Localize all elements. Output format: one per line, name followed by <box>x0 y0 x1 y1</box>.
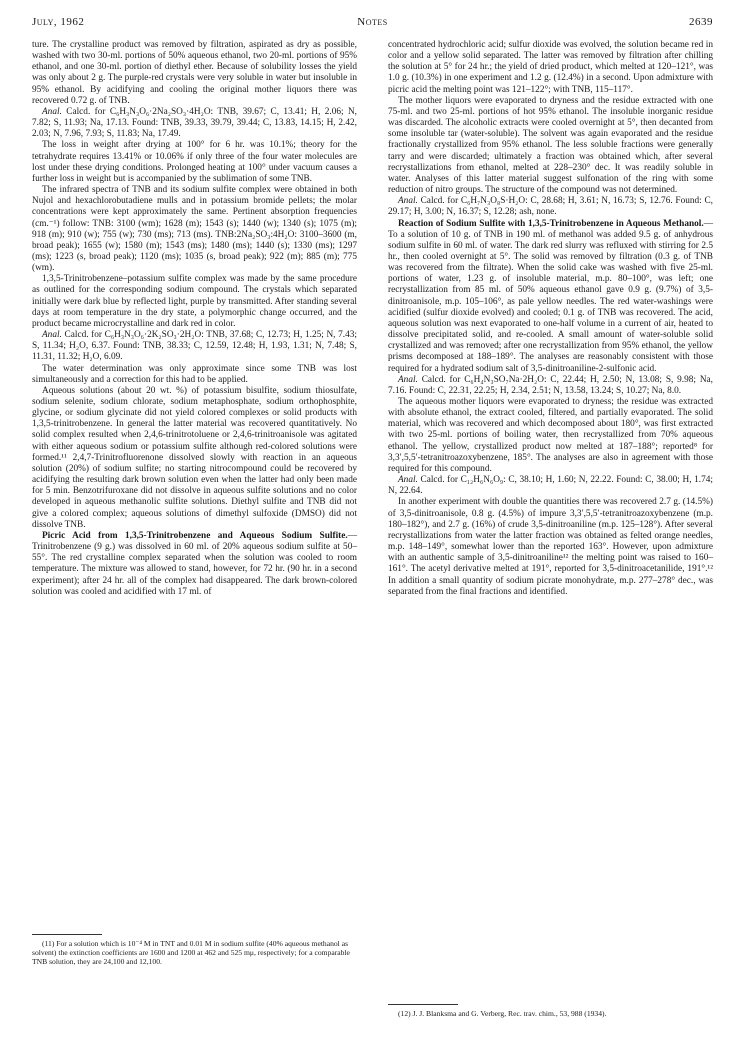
analysis-text: Calcd. for C₆H₃N₃O₆·2Na₂SO₃·4H₂O: TNB, 39.67; C, 13.41; H, 2.06; N, 7.82; S, 11.93; Na, 17.13. Found: TNB, 39.33, 39.79, 39.44; C, 13.83, 14.15; H, 2.42, 2.03; N, 7.96, 7.93; S, 11.83; Na, 17.49. <box>32 106 357 140</box>
section-heading: Reaction of Sodium Sulfite with 1,3,5-Trinitrobenzene in Aqueous Methanol. <box>398 218 704 229</box>
footnote-rule <box>388 1004 458 1005</box>
analysis-text: Calcd. for C₆H₃N₃O₆·2K₂SO₃·2H₂O: TNB, 37.68; C, 12.73; H, 1.25; N, 7.43; S, 11.34; H₂O, 6.37. Found: TNB, 38.33; C, 12.59, 12.48; H, 1.93, 1.31; N, 7.48; S, 11.31, 11.32; H₂O, 6.09. <box>32 330 357 363</box>
analysis-label: Anal. <box>398 196 418 207</box>
running-header <box>32 16 713 34</box>
body-paragraph: The aqueous mother liquors were evaporated to dryness; the residue was extracted with absolute ethanol, the extract cooled, filtered, and partially evaporated. The solid material, which was recovered and which decomposed about 180°, was first extracted with two 25-ml. portions of boiling water, then recrystallized from 70% aqueous ethanol. The yellow, crystallized product now melted at 187–188°; reported⁸ for 3,3′,5,5′-tetranitroazoxybenzene, 185°. The analyses are also in agreement with those required for this compound. <box>388 397 713 474</box>
body-paragraph: The loss in weight after drying at 100° for 6 hr. was 10.1%; theory for the tetrahydrate requires 13.41% or 10.06% if only three of the four water molecules are lost under these drying conditions. Prolonged heating at 100° under vacuum causes a further loss in weight but is accompanied by the sublimation of some TNB. <box>32 140 357 184</box>
right-footnote-area <box>388 996 713 1018</box>
body-paragraph: 1,3,5-Trinitrobenzene–potassium sulfite complex was made by the same procedure as outlined for the corresponding sodium compound. The crystals which separated initially were dark blue by reflected light, purple by transmitted. After standing several days at room temperature in the dry state, a polymorphic change occurred, and the product became microcrystalline and dark red in color. <box>32 274 357 329</box>
right-column <box>388 40 713 598</box>
footnote-rule <box>32 934 102 935</box>
analysis-label: Anal. <box>398 475 418 486</box>
footnote-11: (11) For a solution which is 10⁻⁴ M in TNT and 0.01 M in sodium sulfite (40% aqueous methanol as solvent) the extinction coefficients are 1600 and 1200 at 462 and 525 mμ, respectively; for a comparable TNB solution, they are 24,100 and 12,100. <box>32 939 350 967</box>
analysis-paragraph <box>32 330 357 363</box>
body-paragraph: concentrated hydrochloric acid; sulfur dioxide was evolved, the solution became red in color and a yellow solid separated. The latter was removed by filtration after chilling the solution at 5° for 24 hr.; the yield of dried product, which melted at 120–121°, was 1.0 g. (10.3%) in one experiment and 1.2 g. (12.4%) in a second. Upon admixture with picric acid the melting point was 121–122°; with TNB, 115–117°. <box>388 40 713 95</box>
analysis-label: Anal. <box>398 374 418 385</box>
analysis-paragraph <box>32 107 357 140</box>
section-paragraph <box>388 219 713 375</box>
analysis-text: Calcd. for C₆H₄N₃SO₇Na·2H₂O: C, 22.44; H, 2.50; N, 13.08; S, 9.98; Na, 7.16. Found: C, 22.31, 22.25; H, 2.34, 2.51; N, 13.58, 13.24; S, 10.27; Na, 8.0. <box>388 374 713 396</box>
section-heading: Picric Acid from 1,3,5-Trinitrobenzene and Aqueous Sodium Sulfite. <box>42 530 348 541</box>
analysis-text: Calcd. for C₆H₇N₃O₈S·H₂O: C, 28.68; H, 3.61; N, 16.73; S, 12.76. Found: C, 29.17; H, 3.00; N, 16.37; S, 12.28; ash, none. <box>388 196 713 218</box>
analysis-paragraph <box>388 375 713 397</box>
header-date: July, 1962 <box>32 16 85 28</box>
body-paragraph: In another experiment with double the quantities there was recovered 2.7 g. (14.5%) of 3,5-dinitroanisole, 0.8 g. (4.5%) of impure 3,3′,5,5′-tetranitroazoxybenzene (m.p. 180–182°), and 2.7 g. (16%) of crude 3,5-dinitroaniline (m.p. 125–128°). After several recrystallizations from water the latter fraction was obtained as felted orange needles, m.p. 148–149°, somewhat lower than the reported 163°. However, upon admixture with an authentic sample of 3,5-dinitroaniline¹² the melting point was raised to 160–161°. The acetyl derivative melted at 191°, reported for 3,5-dinitroacetanilide, 191°.¹² In addition a small quantity of sodium picrate monohydrate, m.p. 277–278° dec., was separated from the final fractions and identified. <box>388 497 713 597</box>
body-paragraph: Aqueous solutions (about 20 wt. %) of potassium bisulfite, sodium thiosulfate, sodium selenite, sodium chlorate, sodium metaphosphate, sodium orthophosphite, glycine, or sodium glycinate did not yield colored complexes or solid products with 1,3,5-trinitrobenzene. In general the latter material was recovered quantitatively. No solid complex resulted when 2,4,6-trinitrotoluene or 2,4,6-trinitroanisole was agitated with either aqueous sodium or potassium sulfite although red-colored solutions were formed.¹¹ 2,4,7-Trinitrofluorenone dissolved slowly with reaction in an aqueous solution (20%) of sodium sulfite; no starting nitrocompound could be recovered by acidifying the resulting dark brown solution even when the latter had only been made for 5 min. Benzotrifuroxane did not dissolve in aqueous sulfite solutions and no color developed in aqueous methanolic sulfite solutions. Diethyl sulfite and TNB did not give a colored complex; aqueous solutions of dimethyl sulfoxide (DMSO) did not dissolve TNB. <box>32 385 357 530</box>
analysis-label: Anal. <box>42 330 62 341</box>
section-text: —To a solution of 10 g. of TNB in 190 ml. of methanol was added 9.5 g. of anhydrous sodium sulfite in 60 ml. of water. The dark red slurry was refluxed with stirring for 2.5 hr., then cooled overnight at 5°. The solid was removed by filtration (0.3 g. of TNB was recovered from the filtrate). When the solid cake was washed with five 25-ml. portions of water, 1.23 g. of insoluble material, m.p. 80–100°, was left; one recrystallization from 85 ml. of 50% aqueous ethanol gave 0.9 g. (9.7%) of 3,5-dinitroanisole, m.p. 105–106°, as pale yellow needles. The red water-washings were acidified (sulfur dioxide evolved) and cooled; 0.1 g. of TNB was recovered. The acid, aqueous solution was next evaporated to one-half volume in a current of air, heated to dissolve precipitated solid, and re-cooled. A small amount of water-soluble solid crystallized and was removed; after one recrystallization from 95% ethanol, the yellow prisms decomposed at 188–189°. The analyses are reasonably consistent with those required for a hydrated sodium salt of 3,5-dinitroaniline-2-sulfonic acid. <box>388 218 713 374</box>
section-text: —Trinitrobenzene (9 g.) was dissolved in 60 ml. of 20% aqueous sodium sulfite at 50–55°. The red crystalline complex separated when the solution was cooled to room temperature. The mixture was allowed to stand, however, for 72 hr. (90 hr. in a second experiment); after 24 hr. all of the complex had disappeared. The dark brown-colored solution was cooled and acidified with 17 ml. of <box>32 530 357 597</box>
section-paragraph <box>32 531 357 598</box>
footnote-12: (12) J. J. Blanksma and G. Verberg, Rec. trav. chim., 53, 988 (1934). <box>398 1009 607 1018</box>
analysis-label: Anal. <box>42 106 62 117</box>
left-column <box>32 40 357 598</box>
body-paragraph: The water determination was only approximate since some TNB was lost simultaneously and a correction for this had to be applied. <box>32 363 357 385</box>
left-footnote-area <box>32 926 357 967</box>
body-paragraph: The infrared spectra of TNB and its sodium sulfite complex were obtained in both Nujol and hexachlorobutadiene mulls and in potassium bromide pellets; the molar concentrations were kept approximately the same. Pertinent absorption frequencies (cm.⁻¹) follow: TNB: 3100 (wm); 1628 (m); 1543 (s); 1440 (w); 1340 (s); 1075 (m); 918 (m); 910 (w); 755 (w); 730 (ms); 713 (ms). TNB:2Na₂SO₃:4H₂O: 3100–3600 (m, broad peak); 1655 (w); 1580 (m); 1543 (ms); 1480 (ms); 1440 (s); 1330 (ms); 1297 (ms); 1223 (s, broad peak); 1120 (ms); 1035 (s, broad peak); 922 (m); 885 (m); 775 (wm). <box>32 185 357 274</box>
analysis-text: Calcd. for C₁₂H₆N₆O₉: C, 38.10; H, 1.60; N, 22.22. Found: C, 38.00; H, 1.74; N, 22.64. <box>388 475 713 497</box>
body-paragraph: ture. The crystalline product was removed by filtration, aspirated as dry as possible, washed with two 30-ml. portions of 50% aqueous ethanol, two 20-ml. portions of 95% ethanol, and one 30-ml. portion of diethyl ether. Because of solubility losses the yield was only about 2 g. The purple-red crystals were very soluble in water but insoluble in 95% ethanol. By acidifying and cooling the original mother liquors there was recovered 0.72 g. of TNB. <box>32 40 357 106</box>
analysis-paragraph <box>388 475 713 497</box>
header-page-number: 2639 <box>689 16 713 28</box>
analysis-paragraph <box>388 196 713 218</box>
body-paragraph: The mother liquors were evaporated to dryness and the residue extracted with one 75-ml. and two 25-ml. portions of hot 95% ethanol. The insoluble inorganic residue was discarded. The alcoholic extracts were cooled overnight at 5°, then decanted from some insoluble tar (water-soluble). The solvent was again evaporated and the residue fractionally crystallized from 95% ethanol. The less soluble fractions were generally tarry and were discarded; ultimately a fraction was obtained which, after several recrystallizations from ethanol, melted at 228–230° dec. It was readily soluble in water. Analyses of this latter material suggest sulfonation of the ring with some reduction of nitro groups. The structure of the compound was not determined. <box>388 95 713 196</box>
header-section: Notes <box>357 16 388 28</box>
